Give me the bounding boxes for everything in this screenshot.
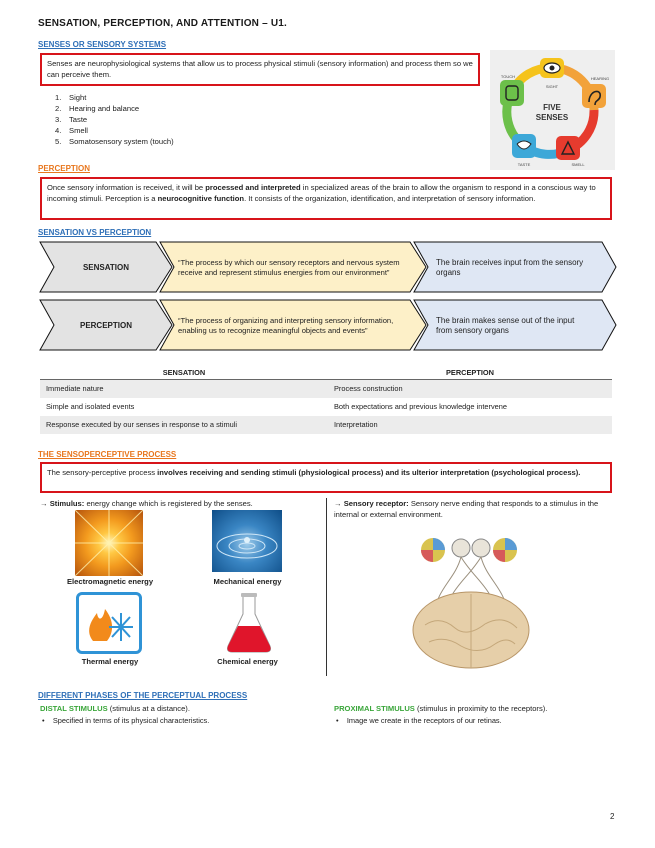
comparison-table — [40, 366, 612, 434]
table-row: Simple and isolated events Both expectations and previous knowledge intervene — [46, 402, 507, 411]
column-divider — [326, 498, 327, 676]
senses-definition: Senses are neurophysiological systems that allow us to process physical stimuli (sensory information) and process them so we can perceive them. — [47, 59, 473, 79]
page-number: 2 — [610, 812, 615, 821]
eye-icon — [540, 58, 564, 78]
receptor-definition: → Sensory receptor: Sensory nerve ending that responds to a stimulus in the internal or external environment. — [334, 499, 599, 519]
perception-summary: The brain makes sense out of the input from sensory organs — [436, 315, 575, 335]
sensation-term: SENSATION — [82, 262, 130, 272]
page-title: SENSATION, PERCEPTION, AND ATTENTION – U1. — [38, 18, 287, 29]
phases-heading: DIFFERENT PHASES OF THE PERCEPTUAL PROCESS — [38, 691, 248, 700]
stimulus-definition: → Stimulus: energy change which is registered by the senses. — [40, 499, 253, 508]
mechanical-energy-image — [212, 510, 282, 572]
tongue-icon — [512, 134, 536, 158]
ear-icon — [582, 84, 606, 108]
senses-definition-box — [40, 53, 480, 86]
perception-heading: PERCEPTION — [38, 164, 91, 173]
sensoperceptive-definition-box: The sensory-perceptive process involves receiving and sending stimuli (physiological process) and its ulterior interpretation (psychological process). — [40, 462, 612, 493]
five-senses-line2: SENSES — [535, 113, 569, 122]
proximal-bullet: • Image we create in the receptors of our retinas. — [336, 716, 502, 725]
svg-text:TASTE: TASTE — [517, 162, 531, 167]
list-item: 2. Hearing and balance — [55, 104, 140, 113]
sensoperceptive-heading: THE SENSOPERCEPTIVE PROCESS — [38, 450, 177, 459]
list-item: 1. Sight — [55, 93, 87, 102]
sensation-quote: “The process by which our sensory receptors and nervous system receive and represent stimulus energies from our environment” — [178, 257, 400, 277]
svg-text:HEARING: HEARING — [590, 76, 610, 81]
perception-definition-box: Once sensory information is received, it will be processed and interpreted in specialized areas of the brain to allow the organism to respond in a conscious way to incoming stimuli. Perception is a neurocognitive function. It consists of the organization, identification, and interpretation of sensory information. — [40, 177, 612, 220]
senses-list — [55, 92, 174, 147]
svg-text:SMELL: SMELL — [571, 162, 585, 167]
proximal-stimulus: PROXIMAL STIMULUS (stimulus in proximity to the receptors). — [334, 704, 548, 713]
list-item: 3. Taste — [55, 115, 88, 124]
table-row: Immediate nature Process construction — [40, 380, 612, 398]
perception-quote: “The process of organizing and interpreting sensory information, enabling us to recognize meaningful objects and events” — [178, 315, 394, 335]
chemical-energy-label: Chemical energy — [217, 657, 278, 666]
table-row: Response executed by our senses in response to a stimuli Interpretation — [40, 416, 612, 434]
sensation-summary: The brain receives input from the sensory organs — [436, 257, 584, 277]
thermal-energy-image — [76, 592, 142, 654]
distal-bullet: • Specified in terms of its physical characteristics. — [42, 716, 210, 725]
list-item: 5. Somatosensory system (touch) — [55, 137, 174, 146]
sensory-receptor-diagram — [395, 520, 555, 670]
list-item: 4. Smell — [55, 126, 88, 135]
table-header: PERCEPTION — [328, 366, 612, 380]
perception-term: PERCEPTION — [79, 320, 132, 330]
thermal-energy-label: Thermal energy — [81, 657, 139, 666]
svg-text:TOUCH: TOUCH — [500, 74, 516, 79]
distal-stimulus: DISTAL STIMULUS (stimulus at a distance). — [40, 704, 190, 713]
electromagnetic-energy-image — [75, 510, 143, 576]
senses-heading: SENSES OR SENSORY SYSTEMS — [38, 40, 167, 49]
chemical-energy-image — [224, 592, 274, 654]
mechanical-energy-label: Mechanical energy — [213, 577, 282, 586]
hand-icon — [500, 80, 524, 106]
sens-vs-perc-heading: SENSATION VS PERCEPTION — [38, 228, 152, 237]
five-senses-graphic — [490, 50, 615, 170]
svg-text:SIGHT: SIGHT — [545, 84, 559, 89]
five-senses-line1: FIVE — [543, 103, 561, 112]
table-header: SENSATION — [40, 366, 328, 380]
nose-icon — [556, 136, 580, 160]
electromagnetic-energy-label: Electromagnetic energy — [66, 577, 154, 586]
